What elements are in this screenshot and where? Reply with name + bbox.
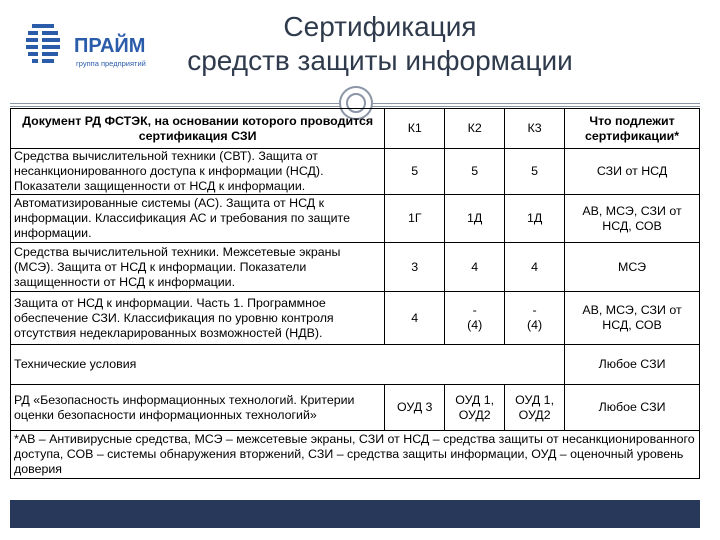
header-document: Документ РД ФСТЭК, на основании которого проводится сертификация СЗИ — [11, 109, 385, 149]
table-row-footnote — [11, 431, 700, 479]
title-line-1: Сертификация — [283, 11, 477, 42]
cell-subject: Любое СЗИ — [565, 345, 700, 385]
footnote: *АВ – Антивирусные средства, МСЭ – межсетевые экраны, СЗИ от НСД – средства защиты от несанкционированного доступа, СОВ – системы обнаружения вторжений, СЗИ – средства защиты информации, ОУД – оценочный уровень доверия — [11, 431, 700, 479]
cell-k1: 3 — [385, 243, 445, 292]
table-row — [11, 243, 700, 292]
logo-subtitle: группа предприятий — [76, 59, 146, 68]
table-row-tech-conditions — [11, 345, 700, 385]
cell-subject: АВ, МСЭ, СЗИ от НСД, СОВ — [565, 292, 700, 345]
cell-k3 — [505, 292, 565, 345]
cell-k2-line2: ОУД2 — [458, 407, 491, 422]
cell-document: Средства вычислительной техники. Межсетевые экраны (МСЭ). Защита от НСД к информации. Показатели защищенности от НСД к информации. — [11, 243, 385, 292]
cell-k3-line2: ОУД2 — [518, 407, 551, 422]
cell-document: Автоматизированные системы (АС). Защита от НСД к информации. Классификация АС и требования по защите информации. — [11, 195, 385, 243]
table-row — [11, 149, 700, 195]
cell-document: РД «Безопасность информационных технологий. Критерии оценки безопасности информационных технологий» — [11, 385, 385, 431]
cell-subject: МСЭ — [565, 243, 700, 292]
logo-name: ПРАЙМ — [74, 35, 146, 57]
cell-subject: АВ, МСЭ, СЗИ от НСД, СОВ — [565, 195, 700, 243]
cell-k1: 5 — [385, 149, 445, 195]
certification-table — [10, 108, 700, 479]
cell-k1: ОУД 3 — [385, 385, 445, 431]
cell-k2 — [445, 292, 505, 345]
cell-k1: 1Г — [385, 195, 445, 243]
cell-k2: 1Д — [445, 195, 505, 243]
header-k2: К2 — [445, 109, 505, 149]
cell-k2-line2: (4) — [467, 318, 483, 332]
cell-k3: 4 — [505, 243, 565, 292]
table-row — [11, 292, 700, 345]
bottom-bar — [10, 500, 700, 528]
cell-k2-line1: ОУД 1, — [455, 392, 495, 407]
cell-k2-line1: - — [472, 303, 477, 317]
table-row — [11, 195, 700, 243]
cell-k1: 4 — [385, 292, 445, 345]
cell-k2: 4 — [445, 243, 505, 292]
cell-k3-line1: - — [532, 303, 537, 317]
cell-k3 — [505, 385, 565, 431]
table-row-rd — [11, 385, 700, 431]
cell-document: Защита от НСД к информации. Часть 1. Программное обеспечение СЗИ. Классификация по уровню контроля отсутствия недекларированных возможностей (НДВ). — [11, 292, 385, 345]
cell-k3: 5 — [505, 149, 565, 195]
cell-k3-line1: ОУД 1, — [515, 392, 555, 407]
cell-subject: СЗИ от НСД — [565, 149, 700, 195]
cell-subject: Любое СЗИ — [565, 385, 700, 431]
cell-tech-conditions: Технические условия — [11, 345, 565, 385]
title-line-2: средств защиты информации — [187, 45, 573, 76]
prime-logo — [18, 14, 168, 80]
header-k3: К3 — [505, 109, 565, 149]
cell-k3: 1Д — [505, 195, 565, 243]
cell-k3-line2: (4) — [527, 318, 543, 332]
cell-k2: 5 — [445, 149, 505, 195]
cell-document: Средства вычислительной техники (СВТ). Защита от несанкционированного доступа к информации (НСД). Показатели защищенности от НСД к информации. — [11, 149, 385, 195]
cell-k2 — [445, 385, 505, 431]
header-k1: К1 — [385, 109, 445, 149]
table-header-row — [11, 109, 700, 149]
slide-title — [180, 10, 580, 78]
header-subject: Что подлежит сертификации* — [565, 109, 700, 149]
